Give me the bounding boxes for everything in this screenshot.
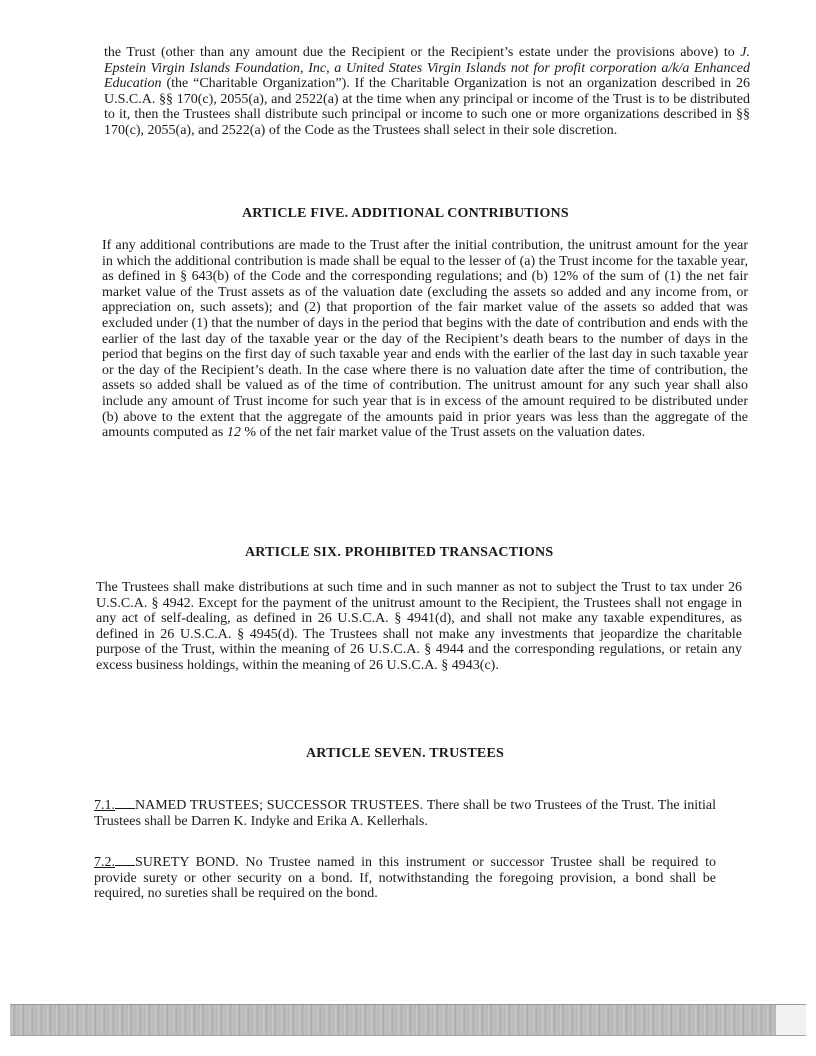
article-six-paragraph: The Trustees shall make distributions at such time and in such manner as not to subject the Trust to tax under 26 U.S.C.A. § 4942. Except for the payment of the unitrust amount to the Recipient, the Trustees shall not engage in any act of self-dealing, as defined in 26 U.S.C.A. § 4941(d), and shall not make any taxable expenditures, as defined in 26 U.S.C.A. § 4945(d). The Trustees shall not make any investments that jeopardize the charitable purpose of the Trust, within the meaning of 26 U.S.C.A. § 4944 and the corresponding regulations, or retain any excess business holdings, within the meaning of 26 U.S.C.A. § 4943(c).: [96, 580, 742, 673]
section-7-2-paragraph: [94, 854, 716, 902]
section-number: 7.2.: [94, 855, 115, 870]
section-underline-gap: [115, 797, 135, 809]
paragraph-text: % of the net fair market value of the Trust assets on the valuation dates.: [240, 425, 646, 441]
charitable-organization-name: J. Epstein Virgin Islands Foundation, Inc, a United States Virgin Islands not for profit corporation a/k/a Enhanced Education: [104, 45, 750, 92]
paragraph-text: the Trust (other than any amount due the Recipient or the Recipient’s estate under the provisions above) to: [104, 45, 741, 60]
section-7-1-paragraph: [94, 797, 716, 829]
percentage-value: 12: [226, 425, 241, 441]
article-seven-heading: ARTICLE SEVEN. TRUSTEES: [306, 746, 504, 761]
section-text: SURETY BOND. No Trustee named in this instrument or successor Trustee shall be required to provide surety or other security on a bond. If, notwithstanding the foregoing provision, a bond shall be required, no sureties shall be required on the bond.: [94, 855, 716, 902]
paragraph-text: If any additional contributions are made to the Trust after the initial contribution, the unitrust amount for the year in which the additional contribution is made shall be equal to the lesser of (a) the Trust income for the taxable year, as defined in § 643(b) of the Code and the corresponding regulations; and (b) 12% of the sum of (1) the net fair market value of the Trust assets as of the valuation date (excluding the assets so added and any income from, or appreciation on, such assets); and (2) that proportion of the fair market value of the assets so added that was excluded under (1) that the number of days in the period that begins with the date of contribution and ends with the earlier of the last day of the taxable year or the day of the Recipient’s death bears to the number of days in the period that begins on the first day of such taxable year and ends with the earlier of the last day in such taxable year or the day of the Recipient’s death. In the case where there is no valuation date after the time of contribution, the assets so added shall be valued as of the time of contribution. The unitrust amount for any such year shall also include any amount of Trust income for such year that is in excess of the amount required to be distributed under (b) above to the extent that the aggregate of the amounts paid in prior years was less than the aggregate of the amounts computed as: [102, 238, 748, 441]
scanned-footer-bar: [10, 1004, 806, 1036]
article-five-paragraph: [102, 238, 748, 441]
paragraph-text: (the “Charitable Organization”). If the Charitable Organization is not an organization described in 26 U.S.C.A. §§ 170(c), 2055(a), and 2522(a) at the time when any principal or income of the Trust is to be distributed to it, then the Trustees shall distribute such principal or income to such one or more organizations described in §§ 170(c), 2055(a), and 2522(a) of the Code as the Trustees shall select in their sole discretion.: [104, 76, 750, 138]
article-four-closing-paragraph: [104, 45, 750, 139]
section-number: 7.1.: [94, 798, 115, 813]
article-six-heading: ARTICLE SIX. PROHIBITED TRANSACTIONS: [245, 545, 554, 560]
section-underline-gap: [115, 854, 135, 866]
section-text: NAMED TRUSTEES; SUCCESSOR TRUSTEES. There shall be two Trustees of the Trust. The initial Trustees shall be Darren K. Indyke and Erika A. Kellerhals.: [94, 798, 716, 829]
article-five-heading: ARTICLE FIVE. ADDITIONAL CONTRIBUTIONS: [242, 206, 569, 221]
